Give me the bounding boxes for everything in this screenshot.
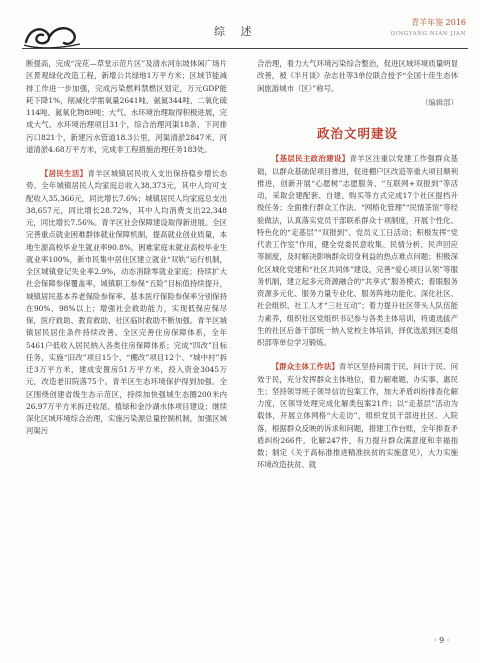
paragraph-ecology-continued: 合治理，着力大气环境污染综合整治，促进区域环境质量明显改善，被《半月谈》杂志社等3单位联合授予“全国十佳生态休闲旅游城市（区）”称号。 (257, 59, 458, 93)
subheading-tag: 【群众主体工作法】 (271, 362, 339, 372)
yearbook-logo-icon (22, 22, 82, 50)
paragraph-grassroots-democracy (257, 153, 458, 349)
paragraph-mass-work-method (257, 361, 458, 471)
right-column (257, 58, 458, 472)
left-column (26, 58, 227, 438)
paragraph-environment-continued (26, 58, 227, 156)
yearbook-name: 青羊年鉴 2016 (411, 18, 466, 27)
header-divider (22, 48, 468, 49)
yearbook-pinyin: QINGYANG NIAN JIAN (390, 31, 466, 37)
section-header-title: 综 述 (214, 25, 258, 38)
paragraph-resident-life (26, 168, 227, 438)
paragraph-text: 青羊区注重以党建工作强群众基础，以群众基础促项目推进，促进棚户区改造等重大项目顺利推进，创新开展“心愿树”志愿服务、“互联网+双报到”等活动，采取会建配套、自建、购买等方式完成17个社区提档升级任务；全面推行群众工作法、“网格化管理”“民情茶馆”等经验做法，认真落实党员干部联系群众十项制度，开展个性化、特色化的“走基层”“双报到”、党员义工日活动；积极发挥“党代表工作室”作用，健全党委民意收集、民情分析、民声回应等制度，及时解决影响群众切身利益的热点难点问题；积极深化区城化党建和“社区共同体”建设，完善“爱心项目认领”等服务机制，建立起多元资源融合的“共享式”服务模式；着眼服务资源多元化、服务力量专业化、服务阵地功能化、深化社区、社会组织、社工人才“三社互动”；着力提升社区带头人队伍能力素养，组织社区党组织书记参与各类主体培训，将通选拔产生的社区后备干部统一纳入党校主体培训，择优选派到区委组织部等单位学习锻炼。 (257, 154, 458, 347)
section-title: 政治文明建设 (316, 126, 398, 141)
page-header (0, 0, 480, 64)
page-number: · 9 · (434, 636, 450, 645)
paragraph-text: 青羊区坚持问需于民、问计于民、问效于民，充分发挥群众主体地位，着力解难题、办实事、惠民生；坚持领导班子领导信访包案工作，加大矛盾纠纷排查化解力度，区领导处理完成化解类包案21件；以“走基层”活动为载体，开展立体网格“大走访”，组织党员干部进社区、入院落，根据群众反映的诉求和问题，措建工作台账，全年排查矛盾纠纷266件，化解247件，有力提升群众满意度和幸福指数；制定《关于高标准推进精准扶贫的实施意见》，大力实施环境改造扶贫、就 (257, 362, 458, 470)
editor-credit: （编辑部） (421, 97, 458, 107)
subheading-tag: 【基层民主政治建设】 (271, 154, 350, 164)
yearbook-label (388, 17, 466, 37)
subheading-tag: 【居民生活】 (40, 169, 88, 178)
paragraph-text: 青羊区城镇居民收入支出保持稳步增长态势。全年城镇居民人均家庭总收入38,373元，其中人均可支配收入35,366元，同比增长7.6%；城镇居民人均家庭总支出38,657元，同比增长28.72%，其中人均消费支出22,348元，同比增长7.56%。青羊区社会保障建设取得新进展。全区完善重点就业困难群体就业保障机制，提高就业创业质量，本地生源高校毕业生就业率90.8%，困难家庭未就业高校毕业生就业率100%，新市民集中居住区建立就业“双轨”运行机制，全区城镇登记失业率2.9%，动态消除零就业家庭；持续扩大社会保障参保覆盖率，城镇职工参保“五险”目标值持续提升，城镇居民基本养老保险参保率、基本医疗保险参保率分别保持在90%、98%以上；增强社会救助能力，实现低保应保尽保，医疗救助、教育救助、社区临时救助不断加强。青羊区城镇居民居住条件持续改善。全区完善住房保障体系，全年5461户低收入居民纳入各类住房保障体系；完成“四改”目标任务，实施“旧改”项目15个、“棚改”项目12个、“城中村”拆迁3万平方米，建成安置房51万平方米，投入资金3045万元，改造老旧院落75个。青羊区生态环境保护得到加强。全区围绕创建省级生态示范区，持续加快强城生态圈200米内26.97万平方米拆迁收尾、植绿和金沙湖水体项目建设；继续深化区域环境综合治理，实施污染源总量控制机制，加强区域河渠污 (26, 169, 227, 436)
paragraph-text: 断提高，完成“浣花—草堂示范片区”及清水河东坡体闲广场片区景观绿化改造工程，新增公共绿地1万平方米；区域节能减排工作进一步加强，完成污染燃料禁燃区划定，万元GDP能耗下降1%，削减化学需氧量2641吨、氨氮344吨、二氧化硫114吨、氮氧化物89吨；大气、水环境治理取得积极进展，完成大气、水环境治理项目31个，综合治理河渠18条、下河排污口821个，新建污水管道18.3公里，河渠清淤2847米，河道清淤4.68万平方米，完成非工程措施治理任务183处。 (26, 59, 227, 154)
